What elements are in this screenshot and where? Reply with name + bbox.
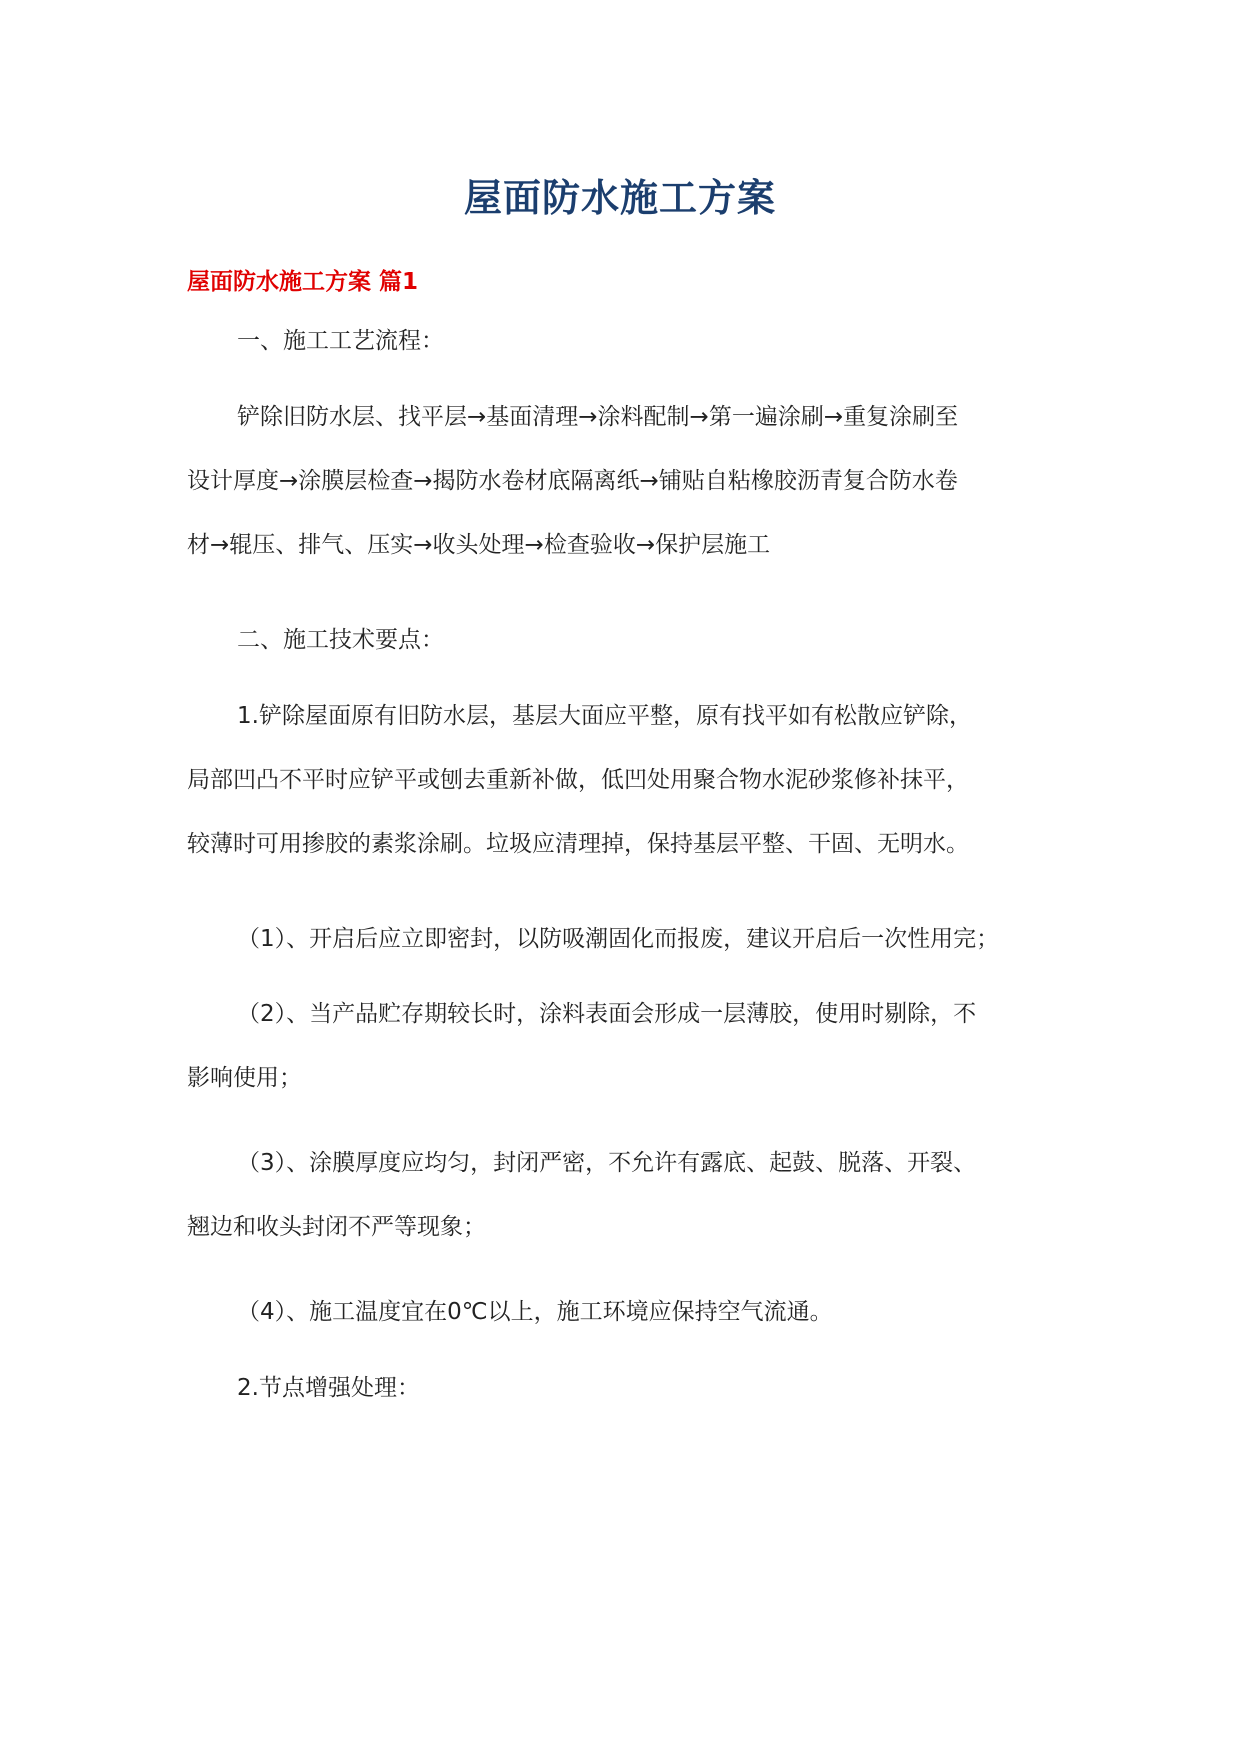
paragraph-subitem-3 — [187, 1131, 1067, 1259]
paragraph-subitem-1 — [187, 907, 1067, 971]
paragraph-line: 一、施工工艺流程： — [237, 328, 444, 354]
paragraph-line: （4）、施工温度宜在0℃以上，施工环境应保持空气流通。 — [237, 1299, 833, 1325]
paragraph-line: 较薄时可用掺胶的素浆涂刷。垃圾应清理掉，保持基层平整、干固、无明水。 — [187, 831, 969, 857]
paragraph-item-1 — [187, 684, 1067, 876]
paragraph-line: 影响使用； — [187, 1065, 302, 1091]
paragraph-line: 二、施工技术要点： — [237, 627, 444, 653]
document-title: 屋面防水施工方案 — [463, 176, 776, 220]
paragraph-node-reinforcement — [187, 1356, 1067, 1420]
paragraph-line: （2）、当产品贮存期较长时，涂料表面会形成一层薄胶，使用时剔除，不 — [237, 1001, 977, 1027]
paragraph-line: 2.节点增强处理： — [237, 1375, 420, 1401]
paragraph-line: 设计厚度→涂膜层检查→揭防水卷材底隔离纸→铺贴自粘橡胶沥青复合防水卷 — [187, 468, 958, 494]
section-heading: 屋面防水施工方案 篇1 — [187, 269, 419, 295]
paragraph-line: 铲除旧防水层、找平层→基面清理→涂料配制→第一遍涂刷→重复涂刷至 — [237, 404, 959, 430]
paragraph-line: 局部凹凸不平时应铲平或刨去重新补做，低凹处用聚合物水泥砂浆修补抹平， — [187, 767, 969, 793]
paragraph-line: （3）、涂膜厚度应均匀，封闭严密，不允许有露底、起鼓、脱落、开裂、 — [237, 1150, 977, 1176]
paragraph-line: 材→辊压、排气、压实→收头处理→检查验收→保护层施工 — [187, 532, 771, 558]
paragraph-process-heading — [187, 309, 1067, 373]
paragraph-subitem-2 — [187, 982, 1067, 1110]
paragraph-line: 翘边和收头封闭不严等现象； — [187, 1214, 486, 1240]
paragraph-tech-points-heading — [187, 608, 1067, 672]
paragraph-process-flow — [187, 385, 1067, 577]
paragraph-line: （1）、开启后应立即密封，以防吸潮固化而报废，建议开启后一次性用完； — [237, 926, 1000, 952]
paragraph-line: 1.铲除屋面原有旧防水层，基层大面应平整，原有找平如有松散应铲除， — [237, 703, 972, 729]
paragraph-subitem-4 — [187, 1280, 1067, 1344]
